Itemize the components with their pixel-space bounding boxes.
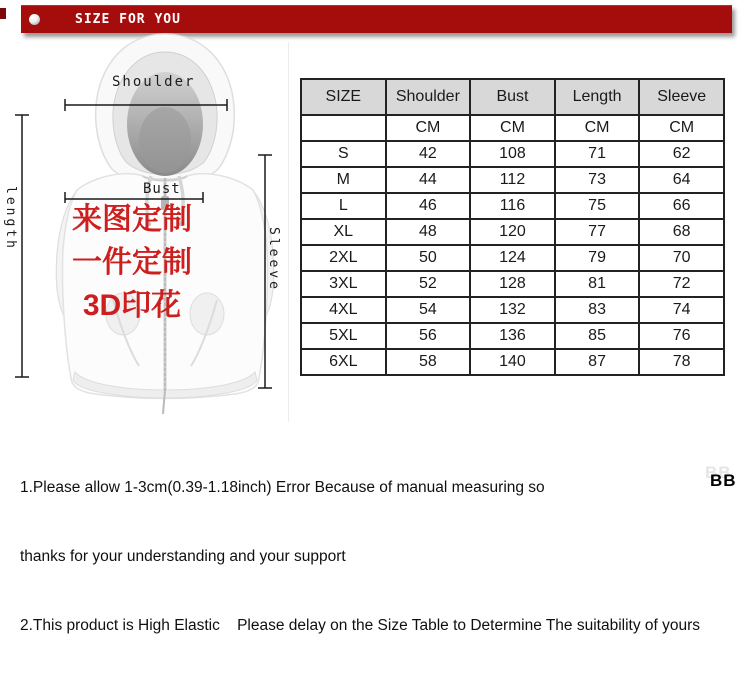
table-cell: 75 [555,193,640,219]
table-unit-row [301,115,724,141]
table-cell: 85 [555,323,640,349]
table-row [301,167,724,193]
banner-title: SIZE FOR YOU [75,12,181,27]
table-cell: 54 [386,297,471,323]
table-cell: 64 [639,167,724,193]
table-cell: Length [555,79,640,115]
table-cell: 56 [386,323,471,349]
promo-text [66,198,198,327]
table-cell: 108 [470,141,555,167]
footer-notes [20,430,700,683]
shoulder-label: Shoulder [112,74,196,90]
hood [96,34,235,184]
note-line: thanks for your understanding and your support [20,548,346,565]
table-cell: 4XL [301,297,386,323]
table-cell: 74 [639,297,724,323]
table-cell: 42 [386,141,471,167]
note-line: 2.This product is High Elastic Please delay on the Size Table to Determine The suitability of yours [20,617,701,634]
table-cell: 44 [386,167,471,193]
table-cell: M [301,167,386,193]
table-cell: 128 [470,271,555,297]
promo-line: 来图定制 [72,203,192,236]
table-cell: 112 [470,167,555,193]
table-header-row [301,79,724,115]
table-cell: 81 [555,271,640,297]
table-cell: 79 [555,245,640,271]
table-cell: XL [301,219,386,245]
length-label: length [3,186,18,251]
table-cell: 116 [470,193,555,219]
table-cell: 58 [386,349,471,375]
table-row [301,297,724,323]
table-cell: 68 [639,219,724,245]
table-cell: Sleeve [639,79,724,115]
bust-label: Bust [143,181,181,197]
table-cell: CM [470,115,555,141]
table-cell: CM [555,115,640,141]
table-cell: 6XL [301,349,386,375]
table-cell: 70 [639,245,724,271]
table-cell: 73 [555,167,640,193]
table-cell: 52 [386,271,471,297]
table-cell: 50 [386,245,471,271]
table-cell: 87 [555,349,640,375]
table-cell: L [301,193,386,219]
table-cell: 124 [470,245,555,271]
table-cell: 132 [470,297,555,323]
table-row [301,193,724,219]
table-cell: 83 [555,297,640,323]
table-cell: CM [639,115,724,141]
table-cell [301,115,386,141]
table-row [301,219,724,245]
table-cell: 2XL [301,245,386,271]
table-cell: Shoulder [386,79,471,115]
photo-edge [288,42,289,422]
table-cell: 140 [470,349,555,375]
table-cell: 5XL [301,323,386,349]
table-row [301,141,724,167]
table-cell: CM [386,115,471,141]
table-row [301,323,724,349]
ribbon-fold [0,8,6,19]
table-cell: S [301,141,386,167]
table-cell: 120 [470,219,555,245]
table-row [301,245,724,271]
promo-line: 一件定制 [72,246,192,279]
sleeve-label: Sleeve [266,227,281,292]
promo-line: 3D印花 [82,289,182,322]
size-table [300,78,725,376]
note-line: 1.Please allow 1-3cm(0.39-1.18inch) Error Because of manual measuring so [20,479,545,496]
table-cell: 48 [386,219,471,245]
table-cell: 62 [639,141,724,167]
table-cell: SIZE [301,79,386,115]
table-cell: 66 [639,193,724,219]
table-cell: 76 [639,323,724,349]
table-row [301,349,724,375]
table-cell: Bust [470,79,555,115]
table-cell: 46 [386,193,471,219]
table-cell: 3XL [301,271,386,297]
watermark-text: BB [710,471,737,490]
ribbon-hole-icon [29,14,40,25]
table-cell: 78 [639,349,724,375]
table-cell: 77 [555,219,640,245]
table-cell: 72 [639,271,724,297]
table-cell: 71 [555,141,640,167]
table-cell: 136 [470,323,555,349]
table-row [301,271,724,297]
